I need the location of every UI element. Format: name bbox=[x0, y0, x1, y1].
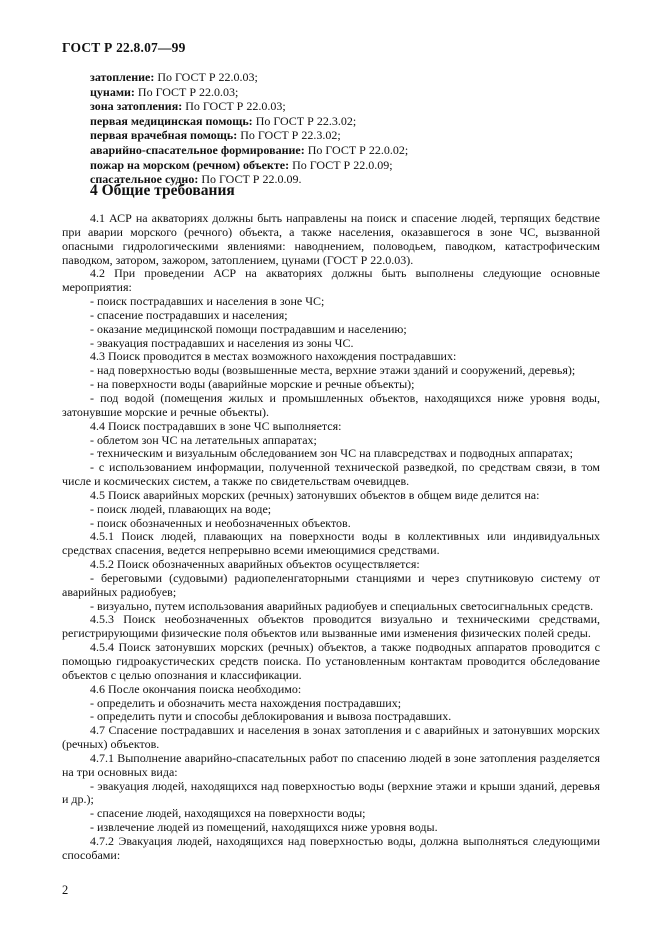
term-name: зона затопления: bbox=[90, 99, 183, 114]
paragraph: 4.1 АСР на акваториях должны быть направлены на поиск и спасение людей, терпящих бедствие при аварии морского (речного) объекта, а также населения, оказавшегося в зоне ЧС, вызванной опасными гидрологическими явлениями: наводнением, половодьем, паводком, катастрофическим паводком, затором, зажором, затоплением, цунами (ГОСТ Р 22.0.03). bbox=[62, 211, 600, 267]
list-item: - спасение людей, находящихся на поверхности воды; bbox=[90, 806, 366, 821]
list-item: - визуально, путем использования аварийных радиобуев и специальных светосигнальных средств. bbox=[90, 598, 594, 613]
term-item bbox=[90, 143, 408, 158]
list-item: - эвакуация пострадавших и населения из зоны ЧС. bbox=[90, 335, 354, 350]
terms-list bbox=[90, 70, 408, 187]
list-item: - техническим и визуальным обследованием зон ЧС на плавсредствах и подводных аппаратах; bbox=[90, 446, 573, 461]
term-ref: По ГОСТ Р 22.0.02; bbox=[304, 142, 409, 157]
list-item: - поиск людей, плавающих на воде; bbox=[90, 501, 272, 516]
paragraph: 4.7 Спасение пострадавших и населения в зонах затопления и с аварийных и затонувших морских (речных) объектов. bbox=[62, 723, 600, 752]
list-item: - поиск обозначенных и необозначенных объектов. bbox=[90, 515, 351, 530]
list-item: - извлечение людей из помещений, находящихся ниже уровня воды. bbox=[90, 820, 438, 835]
term-item bbox=[90, 158, 408, 173]
list-item: - поиск пострадавших и населения в зоне ЧС; bbox=[90, 294, 325, 309]
term-name: аварийно-спасательное формирование: bbox=[90, 142, 305, 157]
document-header: ГОСТ Р 22.8.07—99 bbox=[62, 40, 186, 55]
term-ref: По ГОСТ Р 22.0.09. bbox=[198, 172, 302, 187]
paragraph: 4.5.3 Поиск необозначенных объектов проводится визуально и техническими средствами, регистрирующими физические поля объектов или вызванные ими изменения физических полей среды. bbox=[62, 612, 600, 641]
section-body bbox=[62, 212, 600, 863]
page-number: 2 bbox=[62, 883, 69, 897]
term-item bbox=[90, 128, 408, 143]
term-item bbox=[90, 70, 408, 85]
list-item: - под водой (помещения жилых и промышленных объектов, находящихся ниже уровня воды, затонувшие морские и речные объекты). bbox=[62, 390, 600, 419]
paragraph: 4.3 Поиск проводится в местах возможного нахождения пострадавших: bbox=[90, 349, 457, 364]
term-ref: По ГОСТ Р 22.0.03; bbox=[134, 84, 239, 99]
term-name: затопление: bbox=[90, 70, 155, 84]
term-item bbox=[90, 85, 408, 100]
paragraph: 4.5.2 Поиск обозначенных аварийных объектов осуществляется: bbox=[90, 557, 420, 572]
term-name: первая врачебная помощь: bbox=[90, 128, 238, 143]
list-item: - эвакуация людей, находящихся над поверхностью воды (верхние этажи и крыши зданий, деревья и др.); bbox=[62, 778, 600, 807]
list-item: - определить пути и способы деблокирования и вывоза пострадавших. bbox=[90, 709, 452, 724]
list-item: - определить и обозначить места нахождения пострадавших; bbox=[90, 695, 402, 710]
paragraph: 4.5 Поиск аварийных морских (речных) затонувших объектов в общем виде делится на: bbox=[90, 487, 540, 502]
term-item bbox=[90, 114, 408, 129]
term-name: спасательное судно: bbox=[90, 172, 199, 187]
list-item: - оказание медицинской помощи пострадавшим и населению; bbox=[90, 321, 407, 336]
term-ref: По ГОСТ Р 22.0.03; bbox=[182, 99, 286, 114]
paragraph: 4.7.1 Выполнение аварийно-спасательных работ по спасению людей в зоне затопления разделяется на три основных вида: bbox=[62, 750, 600, 779]
list-item: - на поверхности воды (аварийные морские и речные объекты); bbox=[90, 377, 415, 392]
list-item: - с использованием информации, полученной технической разведкой, по средствам связи, в том числе и космических систем, а также по свидетельствам очевидцев. bbox=[62, 460, 600, 489]
term-item bbox=[90, 99, 408, 114]
paragraph: 4.2 При проведении АСР на акваториях должны быть выполнены следующие основные мероприятия: bbox=[62, 266, 600, 295]
term-ref: По ГОСТ Р 22.0.03; bbox=[154, 70, 258, 84]
term-ref: По ГОСТ Р 22.3.02; bbox=[237, 128, 341, 143]
list-item: - над поверхностью воды (возвышенные места, верхние этажи зданий и сооружений, деревья); bbox=[90, 363, 576, 378]
term-ref: По ГОСТ Р 22.0.09; bbox=[289, 157, 393, 172]
list-item: - облетом зон ЧС на летательных аппаратах; bbox=[90, 432, 317, 447]
paragraph: 4.5.1 Поиск людей, плавающих на поверхности воды в коллективных или индивидуальных средствах спасения, ведется непрерывно всеми имеющимися средствами. bbox=[62, 529, 600, 558]
paragraph: 4.5.4 Поиск затонувших морских (речных) объектов, а также подводных аппаратов проводится с помощью гидроакустических средств поиска. По установленным контактам проводится обследование объектов с целью опознания и классификации. bbox=[62, 640, 600, 682]
paragraph: 4.4 Поиск пострадавших в зоне ЧС выполняется: bbox=[90, 418, 342, 433]
term-ref: По ГОСТ Р 22.3.02; bbox=[252, 113, 357, 128]
list-item: - спасение пострадавших и населения; bbox=[90, 307, 288, 322]
term-name: первая медицинская помощь: bbox=[90, 113, 253, 128]
term-name: цунами: bbox=[90, 84, 135, 99]
section-title: 4 Общие требования bbox=[90, 182, 235, 199]
paragraph: 4.6 После окончания поиска необходимо: bbox=[90, 681, 302, 696]
term-name: пожар на морском (речном) объекте: bbox=[90, 157, 290, 172]
list-item: - береговыми (судовыми) радиопеленгаторными станциями и через спутниковую систему от аварийных радиобуев; bbox=[62, 570, 600, 599]
paragraph: 4.7.2 Эвакуация людей, находящихся над поверхностью воды, должна выполняться следующими способами: bbox=[62, 833, 600, 862]
